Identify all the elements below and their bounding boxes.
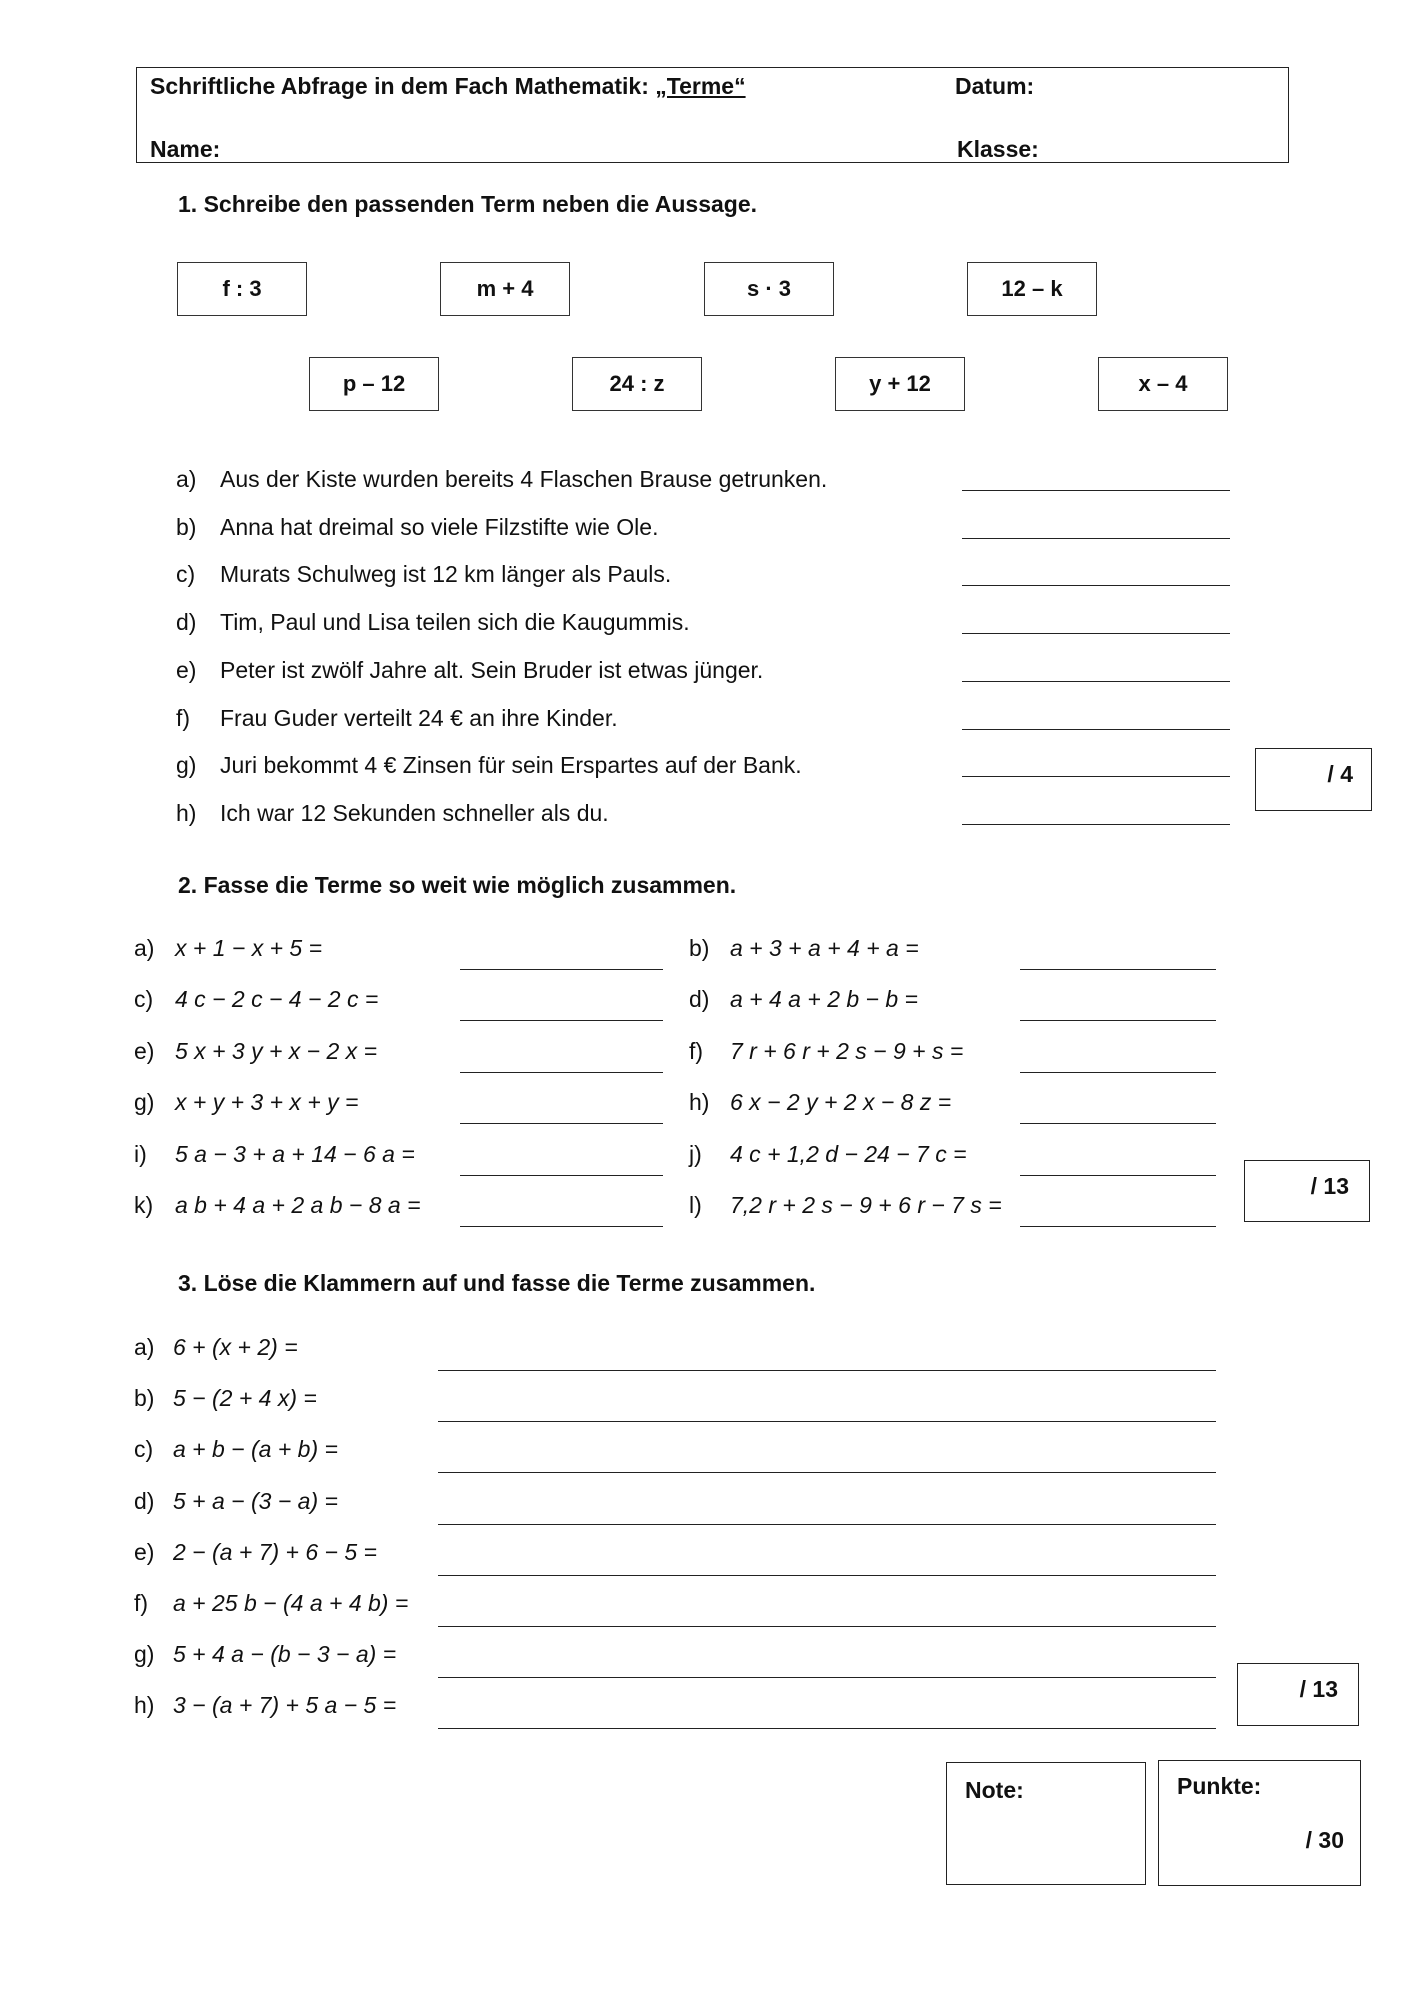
answer-line[interactable]: [438, 1677, 1216, 1678]
exercise-expression: a + 25 b − (4 a + 4 b) =: [173, 1590, 409, 1616]
statement-label: c): [176, 561, 196, 588]
answer-line[interactable]: [962, 490, 1230, 491]
exercise-expression: a + 3 + a + 4 + a =: [730, 935, 919, 961]
answer-line[interactable]: [460, 1072, 663, 1073]
answer-line[interactable]: [438, 1421, 1216, 1422]
statement-text: Aus der Kiste wurden bereits 4 Flaschen Brause getrunken.: [220, 466, 828, 492]
exercise-label: e): [134, 1538, 155, 1565]
exercise-label: a): [134, 1334, 155, 1360]
statement-item: [176, 752, 802, 779]
exercise-label: e): [134, 1037, 155, 1064]
q2-score: / 13: [1310, 1173, 1349, 1199]
statement-text: Murats Schulweg ist 12 km länger als Pauls.: [220, 561, 672, 588]
term-card: f : 3: [177, 262, 307, 316]
exercise-expression: 2 − (a + 7) + 6 − 5 =: [173, 1538, 377, 1565]
exercise-label: b): [134, 1385, 155, 1412]
statement-label: f): [176, 704, 191, 731]
exercise-expression: a b + 4 a + 2 a b − 8 a =: [175, 1192, 421, 1218]
statement-text: Frau Guder verteilt 24 € an ihre Kinder.: [220, 704, 618, 731]
class-label: Klasse:: [957, 136, 1039, 162]
term-card: 12 – k: [967, 262, 1097, 316]
q3-score: / 13: [1299, 1676, 1338, 1702]
answer-line[interactable]: [1020, 1226, 1216, 1227]
statement-text: Juri bekommt 4 € Zinsen für sein Erspartes auf der Bank.: [220, 752, 802, 779]
title-topic: „Terme“: [655, 73, 746, 99]
statement-label: d): [176, 609, 197, 636]
q1-score-box: [1255, 748, 1372, 811]
exercise-label: l): [689, 1192, 702, 1218]
exercise-expression: 6 + (x + 2) =: [173, 1334, 298, 1360]
answer-line[interactable]: [460, 969, 663, 970]
title-prefix: Schriftliche Abfrage in dem Fach Mathematik:: [150, 73, 656, 99]
q2-title: 2. Fasse die Terme so weit wie möglich zusammen.: [178, 872, 737, 898]
statement-item: [176, 800, 609, 827]
statement-label: e): [176, 656, 197, 683]
exercise-label: i): [134, 1140, 147, 1167]
answer-line[interactable]: [1020, 1123, 1216, 1124]
answer-line[interactable]: [962, 633, 1230, 634]
points-box: [1158, 1760, 1361, 1886]
exercise-label: d): [689, 986, 710, 1013]
exercise-label: f): [134, 1590, 149, 1616]
answer-line[interactable]: [962, 538, 1230, 539]
answer-line[interactable]: [438, 1575, 1216, 1576]
grade-label: Note:: [965, 1777, 1024, 1803]
exercise-expression: 4 c − 2 c − 4 − 2 c =: [175, 986, 379, 1013]
answer-line[interactable]: [460, 1020, 663, 1021]
exercise-expression: 5 a − 3 + a + 14 − 6 a =: [175, 1140, 415, 1167]
statement-label: b): [176, 513, 197, 540]
exercise-expression: 4 c + 1,2 d − 24 − 7 c =: [730, 1140, 967, 1167]
exercise-expression: x + 1 − x + 5 =: [175, 935, 323, 961]
exercise-label: f): [689, 1037, 704, 1064]
exercise-label: a): [134, 935, 155, 961]
answer-line[interactable]: [438, 1524, 1216, 1525]
exercise-label: g): [134, 1089, 155, 1116]
statement-text: Tim, Paul und Lisa teilen sich die Kaugummis.: [220, 609, 690, 636]
exercise-expression: 5 − (2 + 4 x) =: [173, 1385, 317, 1412]
answer-line[interactable]: [962, 585, 1230, 586]
exercise-label: c): [134, 986, 154, 1013]
q3-score-box: [1237, 1663, 1359, 1726]
answer-line[interactable]: [460, 1123, 663, 1124]
answer-line[interactable]: [1020, 1020, 1216, 1021]
grade-box: [946, 1762, 1146, 1885]
q3-title: 3. Löse die Klammern auf und fasse die Terme zusammen.: [178, 1270, 816, 1296]
answer-line[interactable]: [438, 1472, 1216, 1473]
answer-line[interactable]: [1020, 969, 1216, 970]
exercise-label: j): [689, 1140, 702, 1167]
statement-label: a): [176, 466, 197, 492]
answer-line[interactable]: [438, 1370, 1216, 1371]
exercise-expression: 5 + a − (3 − a) =: [173, 1487, 338, 1514]
exercise-expression: 3 − (a + 7) + 5 a − 5 =: [173, 1692, 397, 1719]
exercise-label: k): [134, 1192, 154, 1218]
name-label: Name:: [150, 136, 221, 162]
answer-line[interactable]: [438, 1728, 1216, 1729]
statement-text: Ich war 12 Sekunden schneller als du.: [220, 799, 609, 826]
answer-line[interactable]: [962, 776, 1230, 777]
exercise-label: d): [134, 1487, 155, 1514]
answer-line[interactable]: [962, 729, 1230, 730]
term-card: s · 3: [704, 262, 834, 316]
exercise-label: c): [134, 1436, 154, 1463]
statement-item: [176, 514, 658, 541]
statement-item: [176, 561, 671, 588]
statement-item: [176, 609, 690, 636]
exercise-expression: x + y + 3 + x + y =: [175, 1089, 359, 1116]
exercise-label: h): [689, 1089, 710, 1116]
exercise-expression: a + 4 a + 2 b − b =: [730, 986, 918, 1013]
statement-item: [176, 466, 827, 493]
exercise-expression: 7 r + 6 r + 2 s − 9 + s =: [730, 1037, 964, 1064]
exercise-label: g): [134, 1641, 155, 1668]
answer-line[interactable]: [1020, 1072, 1216, 1073]
statement-label: g): [176, 752, 197, 779]
worksheet-title: [150, 73, 746, 100]
exercise-expression: 5 x + 3 y + x − 2 x =: [175, 1037, 378, 1064]
statement-text: Anna hat dreimal so viele Filzstifte wie Ole.: [220, 513, 659, 540]
answer-line[interactable]: [460, 1175, 663, 1176]
answer-line[interactable]: [438, 1626, 1216, 1627]
statement-item: [176, 705, 618, 732]
exercise-label: b): [689, 935, 710, 961]
answer-line[interactable]: [460, 1226, 663, 1227]
exercise-expression: 5 + 4 a − (b − 3 − a) =: [173, 1641, 397, 1668]
points-total: / 30: [1305, 1827, 1344, 1853]
q2-score-box: [1244, 1160, 1370, 1222]
statement-text: Peter ist zwölf Jahre alt. Sein Bruder ist etwas jünger.: [220, 656, 764, 683]
term-card: y + 12: [835, 357, 965, 411]
answer-line[interactable]: [962, 681, 1230, 682]
term-card: x – 4: [1098, 357, 1228, 411]
q1-title: 1. Schreibe den passenden Term neben die Aussage.: [178, 191, 758, 217]
statement-label: h): [176, 799, 197, 826]
term-card: m + 4: [440, 262, 570, 316]
q1-score: / 4: [1327, 761, 1353, 787]
points-label: Punkte:: [1177, 1773, 1262, 1799]
exercise-label: h): [134, 1692, 155, 1719]
term-card: 24 : z: [572, 357, 702, 411]
answer-line[interactable]: [962, 824, 1230, 825]
statement-item: [176, 657, 763, 684]
exercise-expression: 7,2 r + 2 s − 9 + 6 r − 7 s =: [730, 1192, 1002, 1218]
term-card: p – 12: [309, 357, 439, 411]
exercise-expression: a + b − (a + b) =: [173, 1436, 338, 1463]
answer-line[interactable]: [1020, 1175, 1216, 1176]
exercise-expression: 6 x − 2 y + 2 x − 8 z =: [730, 1089, 952, 1116]
date-label: Datum:: [955, 73, 1035, 99]
